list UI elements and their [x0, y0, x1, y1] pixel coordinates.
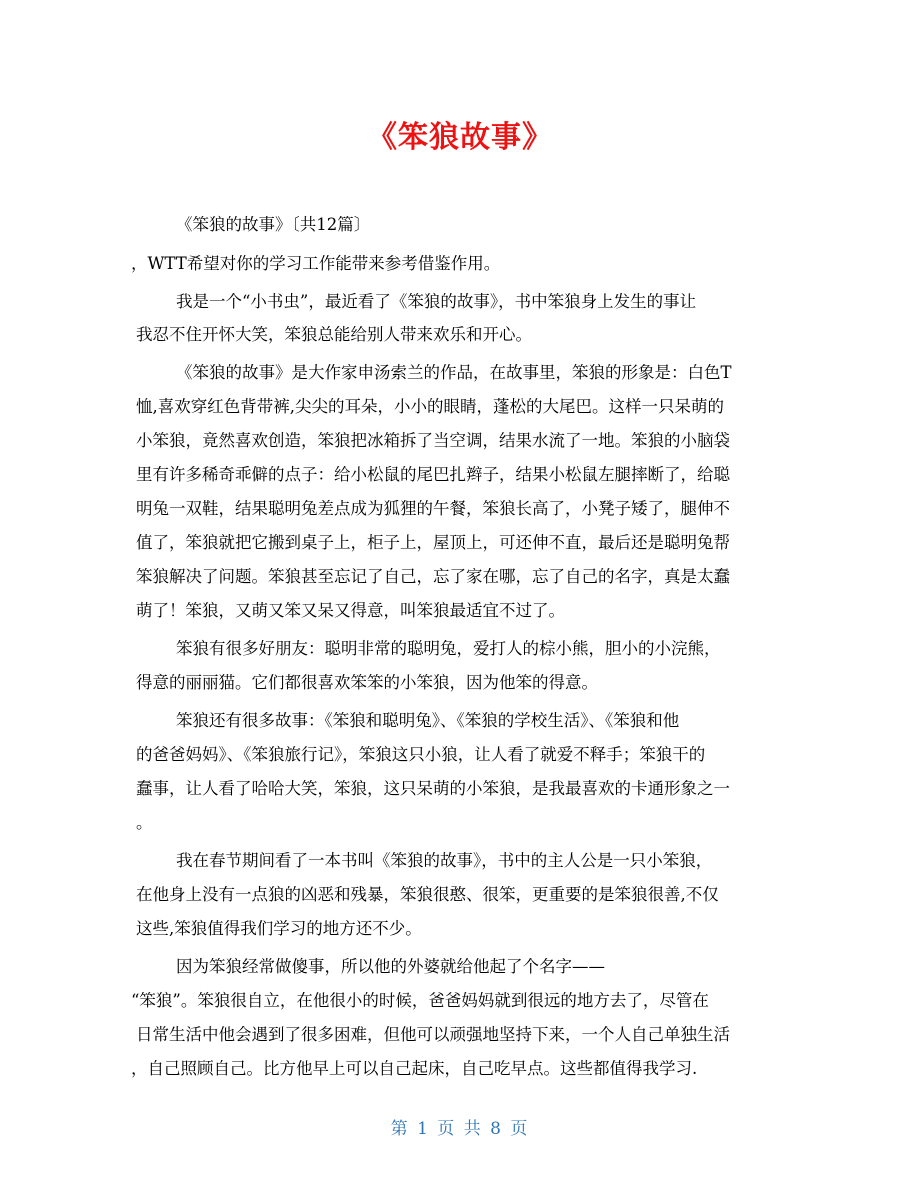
page-footer: 第 1 页 共 8 页 [390, 1119, 530, 1139]
body-line: 小笨狼，竟然喜欢创造，笨狼把冰箱拆了当空调，结果水流了一地。笨狼的小脑袋 [136, 431, 730, 450]
body-line: 。 [136, 813, 153, 832]
body-line: 笨狼解决了问题。笨狼甚至忘记了自己，忘了家在哪，忘了自己的名字，真是太蠢 [136, 567, 730, 586]
document-title: 《笨狼故事》 [367, 120, 553, 155]
body-line: 我在春节期间看了一本书叫《笨狼的故事》，书中的主人公是一只小笨狼， [176, 851, 713, 870]
body-line: 我忍不住开怀大笑，笨狼总能给别人带来欢乐和开心。 [136, 325, 532, 344]
body-line: 值了，笨狼就把它搬到桌子上，柜子上，屋顶上，可还伸不直，最后还是聪明兔帮 [136, 533, 730, 552]
body-line: ，自己照顾自己。比方他早上可以自己起床，自己吃早点。这些都值得我学习. [131, 1059, 698, 1078]
body-line: 笨狼还有很多故事：《笨狼和聪明兔》、《笨狼的学校生活》、《笨狼和他 [176, 711, 680, 730]
body-line: 明兔一双鞋，结果聪明兔差点成为狐狸的午餐，笨狼长高了，小凳子矮了，腿伸不 [136, 499, 730, 518]
body-line: 的爸爸妈妈》、《笨狼旅行记》，笨狼这只小狼，让人看了就爱不释手；笨狼干的 [136, 745, 706, 764]
body-line: 蠢事，让人看了哈哈大笑，笨狼，这只呆萌的小笨狼，是我最喜欢的卡通形象之一 [136, 779, 730, 798]
body-line: 这些,笨狼值得我们学习的地方还不少。 [136, 919, 422, 938]
body-line: 在他身上没有一点狼的凶恶和残暴，笨狼很憨、很笨，更重要的是笨狼很善,不仅 [136, 885, 719, 904]
body-line: 里有许多稀奇乖僻的点子：给小松鼠的尾巴扎辫子，结果小松鼠左腿摔断了，给聪 [136, 465, 730, 484]
body-line: 恤,喜欢穿红色背带裤,尖尖的耳朵，小小的眼睛，蓬松的大尾巴。这样一只呆萌的 [136, 397, 724, 416]
body-line: 萌了！笨狼，又萌又笨又呆又得意，叫笨狼最适宜不过了。 [136, 601, 565, 620]
body-line: ，WTT希望对你的学习工作能带来参考借鉴作用。 [131, 254, 501, 273]
body-line: 《笨狼的故事》〔共12篇〕 [176, 215, 371, 234]
body-line: 我是一个“小书虫”，最近看了《笨狼的故事》，书中笨狼身上发生的事让 [176, 292, 697, 311]
body-line: 《笨狼的故事》是大作家申汤索兰的作品，在故事里，笨狼的形象是：白色T [176, 363, 732, 382]
body-line: 因为笨狼经常做傻事，所以他的外婆就给他起了个名字—— [176, 957, 605, 976]
body-line: “笨狼”。笨狼很自立，在他很小的时候，爸爸妈妈就到很远的地方去了，尽管在 [131, 991, 709, 1010]
body-line: 得意的丽丽猫。它们都很喜欢笨笨的小笨狼，因为他笨的得意。 [136, 673, 598, 692]
body-line: 笨狼有很多好朋友：聪明非常的聪明兔，爱打人的棕小熊，胆小的小浣熊， [176, 639, 721, 658]
body-line: 日常生活中他会遇到了很多困难，但他可以顽强地坚持下来，一个人自己单独生活 [136, 1025, 730, 1044]
